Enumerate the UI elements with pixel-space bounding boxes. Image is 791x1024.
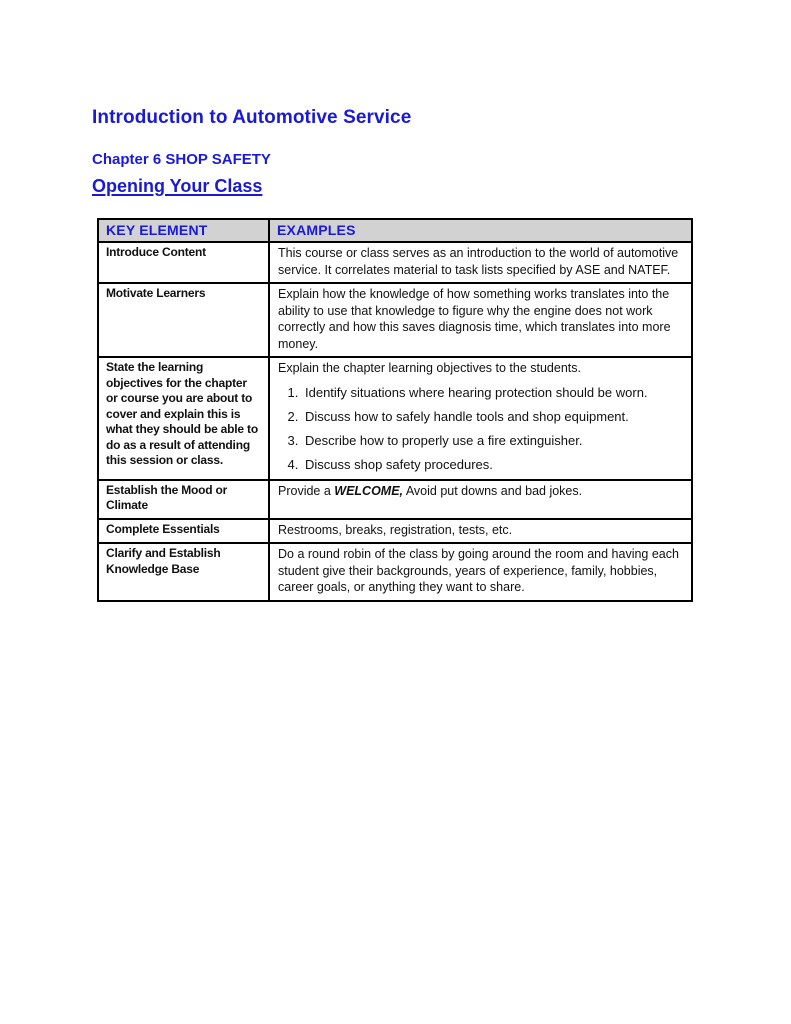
example-cell: Restrooms, breaks, registration, tests, etc. xyxy=(269,519,692,544)
document-title: Introduction to Automotive Service xyxy=(92,107,412,128)
table-row-introduce-content xyxy=(98,242,692,283)
example-text-suffix: Avoid put downs and bad jokes. xyxy=(403,483,583,498)
table-row-complete-essentials xyxy=(98,519,692,544)
document-content xyxy=(92,106,702,602)
example-intro-text: Explain the chapter learning objectives to the students. xyxy=(278,361,581,375)
example-cell: Explain how the knowledge of how something works translates into the ability to use that knowledge to figure why the engine does not work correctly and how this saves diagnosis time, which translates into more money. xyxy=(269,283,692,357)
key-element-cell: Motivate Learners xyxy=(98,283,269,357)
chapter-heading: Chapter 6 SHOP SAFETY xyxy=(92,151,271,168)
example-cell xyxy=(269,480,692,519)
table-row-clarify-knowledge-base xyxy=(98,543,692,601)
key-element-cell: Clarify and Establish Knowledge Base xyxy=(98,543,269,601)
table-row-establish-mood xyxy=(98,480,692,519)
example-cell: Do a round robin of the class by going around the room and having each student give their backgrounds, years of experience, family, hobbies, career goals, or anything they want to share. xyxy=(269,543,692,601)
column-header-key-element: KEY ELEMENT xyxy=(98,219,269,242)
section-heading: Opening Your Class xyxy=(92,176,263,196)
example-text-prefix: Provide a xyxy=(278,483,335,498)
key-element-cell: Establish the Mood or Climate xyxy=(98,480,269,519)
example-cell xyxy=(269,357,692,480)
opening-class-table xyxy=(97,218,693,602)
example-cell: This course or class serves as an introduction to the world of automotive service. It correlates material to task lists specified by ASE and NATEF. xyxy=(269,242,692,283)
objective-item: 3. Describe how to properly use a fire extinguisher. xyxy=(302,432,683,449)
objective-item: 2. Discuss how to safely handle tools and shop equipment. xyxy=(302,408,683,425)
key-element-cell: State the learning objectives for the chapter or course you are about to cover and explain this is what they should be able to do as a result of attending this session or class. xyxy=(98,357,269,480)
learning-objectives-list xyxy=(278,384,683,473)
welcome-emphasis-text: WELCOME, xyxy=(334,483,404,498)
table-row-motivate-learners xyxy=(98,283,692,357)
key-element-cell: Introduce Content xyxy=(98,242,269,283)
objective-item: 4. Discuss shop safety procedures. xyxy=(302,456,683,473)
column-header-examples: EXAMPLES xyxy=(269,219,692,242)
key-element-cell: Complete Essentials xyxy=(98,519,269,544)
table-row-learning-objectives xyxy=(98,357,692,480)
objective-item: 1. Identify situations where hearing protection should be worn. xyxy=(302,384,683,401)
table-header-row xyxy=(98,219,692,242)
